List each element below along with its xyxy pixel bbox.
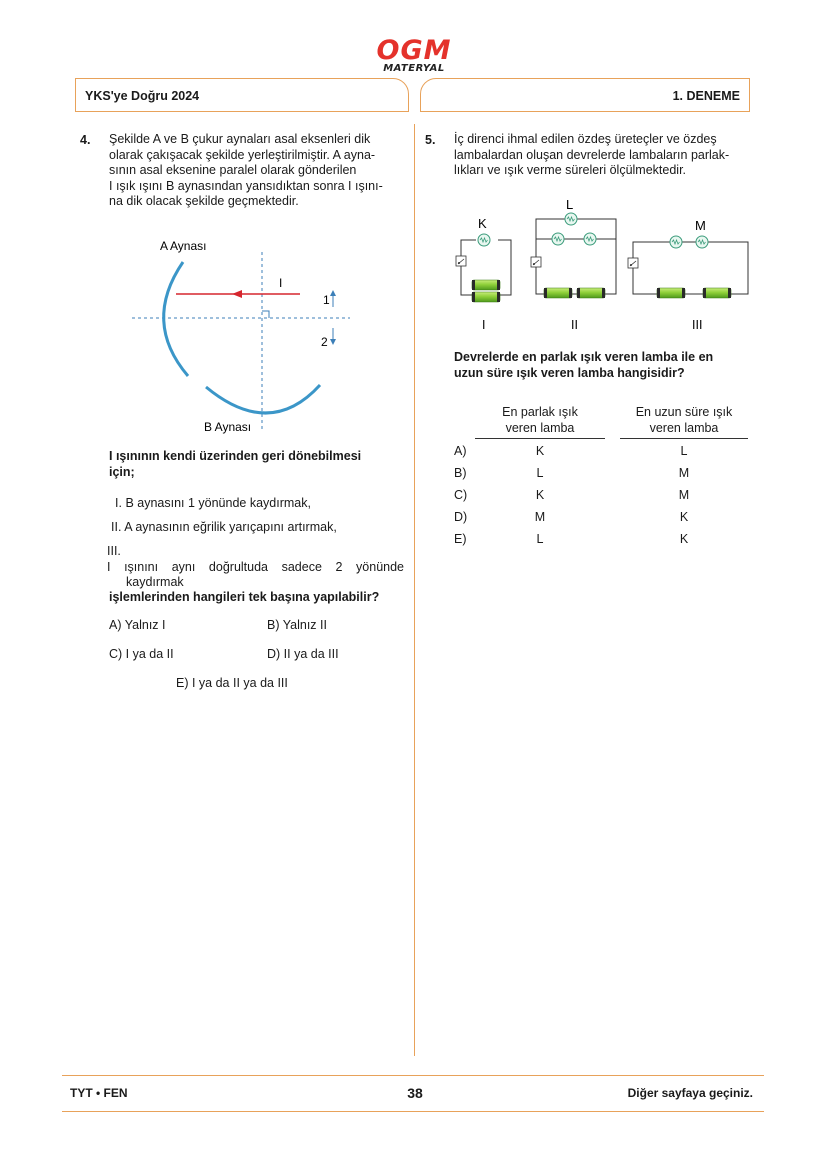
footer-right: Diğer sayfaya geçiniz. (627, 1086, 753, 1100)
q4-option-d[interactable]: D) II ya da III (267, 647, 339, 661)
mirror-a (164, 262, 188, 376)
q4-stem (109, 449, 404, 480)
q4-item-2 (111, 520, 337, 534)
table-underline-2 (620, 438, 748, 439)
direction-2-label: 2 (321, 335, 328, 349)
header-left: YKS'ye Doğru 2024 (75, 78, 409, 112)
q5-number: 5. (425, 133, 436, 147)
table-option: E) (454, 532, 467, 546)
lamp-ii-a (552, 233, 564, 245)
q4-number: 4. (80, 133, 91, 147)
table-cell-longest: M (678, 488, 690, 502)
ray-label: I (279, 276, 283, 290)
switch-ii (531, 257, 541, 267)
table-cell-longest: L (680, 444, 688, 458)
q4-item-text: B aynasını 1 yönünde kaydırmak, (125, 496, 311, 510)
battery-ii-2 (577, 288, 605, 298)
mirror-figure (120, 232, 360, 437)
battery-iii-1 (657, 288, 685, 298)
battery-i-1 (472, 280, 500, 290)
q4-item-3-cont: kaydırmak (126, 575, 184, 589)
battery-iii-2 (703, 288, 731, 298)
lamp-m-label: M (695, 218, 706, 233)
table-cell-brightest: M (534, 510, 546, 524)
brand-subtitle: MATERYAL (383, 63, 445, 74)
direction-2-arrowhead (330, 339, 336, 345)
table-option: B) (454, 466, 467, 480)
q4-intro-line: sının asal eksenine paralel olarak gönderilen (109, 163, 357, 177)
footer-rule-bottom (62, 1111, 764, 1112)
column-divider (414, 124, 415, 1056)
table-option: D) (454, 510, 468, 524)
q4-item-3 (107, 544, 404, 591)
q4-intro (109, 132, 404, 210)
q4-item-num: II. (111, 520, 122, 534)
q4-option-b[interactable]: B) Yalnız II (267, 618, 327, 632)
mirror-b (206, 385, 320, 413)
battery-ii-1 (544, 288, 572, 298)
table-header-line: En uzun süre ışık (635, 405, 733, 419)
circuit-ii-label: II (571, 318, 578, 332)
brand-name: OGM (376, 35, 452, 66)
q5-question (454, 350, 750, 381)
q4-option-c[interactable]: C) I ya da II (109, 647, 174, 661)
q5-intro (454, 132, 750, 179)
header-right: 1. DENEME (420, 78, 750, 112)
q5-question-line: Devrelerde en parlak ışık veren lamba ile en (454, 350, 714, 364)
footer-rule-top (62, 1075, 764, 1076)
table-cell-brightest: K (535, 444, 545, 458)
q4-item-text: A aynasının eğrilik yarıçapını artırmak, (124, 520, 337, 534)
page-number: 38 (407, 1085, 423, 1101)
table-option: C) (454, 488, 468, 502)
battery-i-2 (472, 292, 500, 302)
direction-1-arrowhead (330, 290, 336, 296)
lamp-k-label: K (478, 216, 487, 231)
circuit-iii (628, 218, 748, 332)
table-underline-1 (475, 438, 605, 439)
table-cell-longest: M (678, 466, 690, 480)
table-cell-brightest: L (536, 532, 544, 546)
q4-question: işlemlerinden hangileri tek başına yapılabilir? (109, 590, 380, 604)
table-option: A) (454, 444, 467, 458)
lamp-m (696, 236, 708, 248)
q4-item-num: I. (115, 496, 122, 510)
q4-option-a[interactable]: A) Yalnız I (109, 618, 166, 632)
q5-intro-line: lambalardan oluşan devrelerde lambaların parlak- (454, 147, 730, 162)
right-angle-mark (262, 311, 269, 318)
mirror-b-label: B Aynası (204, 420, 252, 434)
circuit-iii-label: III (692, 318, 703, 332)
table-cell-longest: K (679, 510, 689, 524)
q4-intro-line: na dik olacak şekilde geçmektedir. (109, 194, 299, 208)
table-header-longest (620, 404, 748, 436)
table-cell-brightest: L (536, 466, 544, 480)
circuits-figure (450, 195, 755, 335)
q5-intro-line: İç direnci ihmal edilen özdeş üreteçler ve özdeş (454, 132, 717, 146)
table-header-line: En parlak ışık (502, 405, 578, 419)
lamp-ii-b (584, 233, 596, 245)
ray-arrowhead (232, 290, 242, 298)
q4-item-num: III. (107, 544, 121, 558)
table-header-line: veren lamba (505, 421, 575, 435)
switch-i (456, 256, 466, 266)
mirror-a-label: A Aynası (160, 239, 207, 253)
lamp-l-label: L (566, 197, 574, 212)
lamp-iii-a (670, 236, 682, 248)
q4-item-text: I ışınını aynı doğrultuda sadece 2 yönünde (107, 559, 404, 574)
footer-left: TYT • FEN (70, 1086, 128, 1100)
q4-intro-line: Şekilde A ve B çukur aynaları asal eksenleri dik (109, 132, 371, 146)
q5-question-line: uzun süre ışık veren lamba hangisidir? (454, 365, 685, 380)
table-header-brightest (475, 404, 605, 436)
direction-1-label: 1 (323, 293, 330, 307)
q4-item-1 (115, 496, 311, 510)
table-cell-brightest: K (535, 488, 545, 502)
q4-option-e[interactable]: E) I ya da II ya da III (176, 676, 288, 690)
switch-iii (628, 258, 638, 268)
table-cell-longest: K (679, 532, 689, 546)
circuit-i (456, 216, 511, 332)
q5-intro-line: lıkları ve ışık verme süreleri ölçülmektedir. (454, 163, 687, 177)
q4-intro-line: olarak çakışacak şekilde yerleştirilmiştir. A ayna- (109, 147, 376, 162)
q4-item-3-line (107, 544, 404, 575)
circuit-i-label: I (482, 318, 486, 332)
q4-stem-line: için; (109, 464, 135, 479)
q4-intro-line: I ışık ışını B aynasından yansıdıktan sonra I ışını- (109, 178, 383, 193)
brand-logo (372, 35, 456, 74)
circuit-ii (531, 197, 616, 332)
table-header-line: veren lamba (649, 421, 719, 435)
lamp-k (478, 234, 490, 246)
lamp-l (565, 213, 577, 225)
q4-stem-line: I ışınının kendi üzerinden geri dönebilmesi (109, 449, 362, 463)
